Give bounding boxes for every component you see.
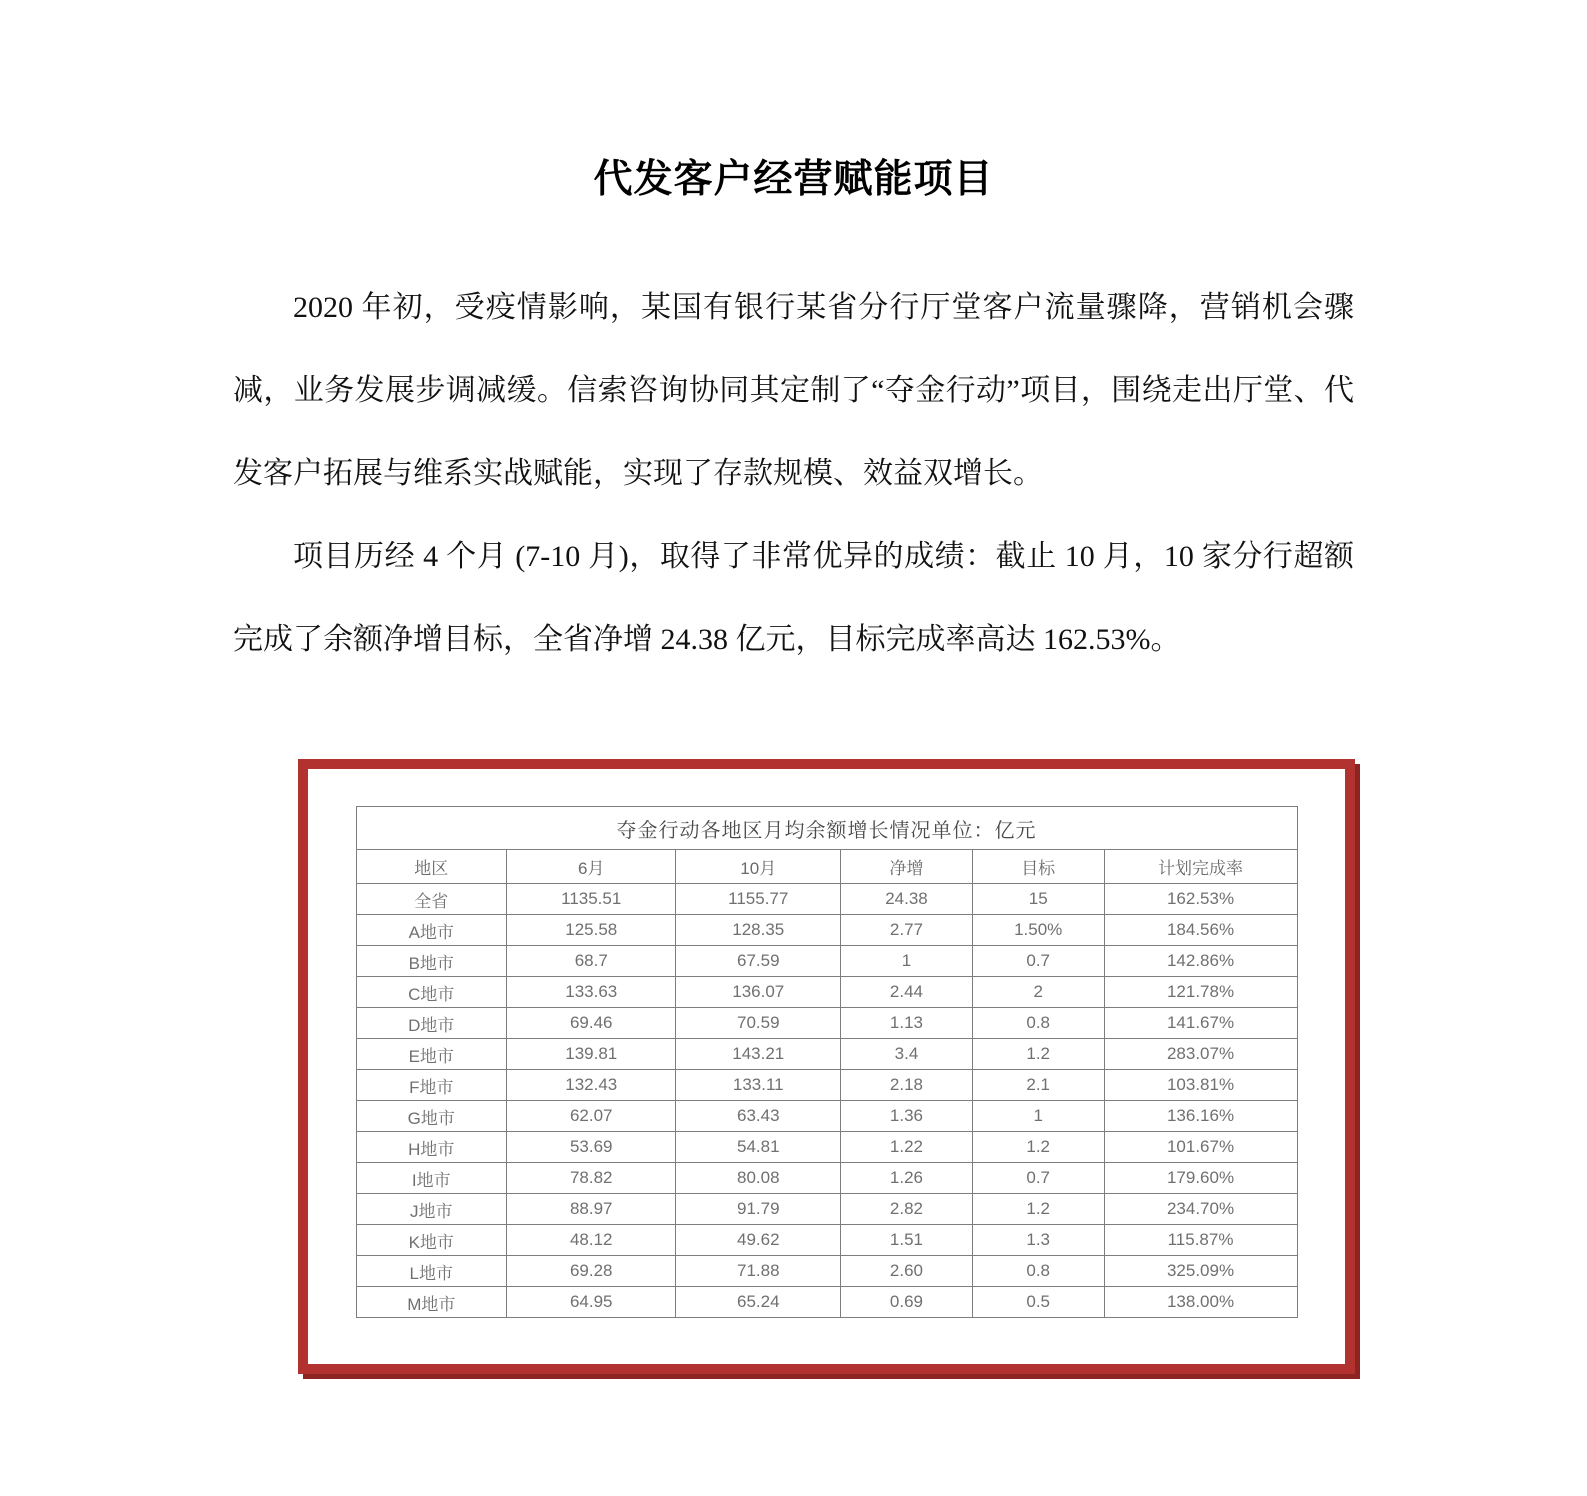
table-cell: M地市 (356, 1287, 507, 1318)
table-cell: 1.13 (841, 1008, 973, 1039)
table-cell: 1 (841, 946, 973, 977)
table-cell: 2.44 (841, 977, 973, 1008)
table-title-row (356, 807, 1297, 850)
table-cell: 143.21 (676, 1039, 841, 1070)
table-cell: 3.4 (841, 1039, 973, 1070)
table-cell: J地市 (356, 1194, 507, 1225)
table-cell: C地市 (356, 977, 507, 1008)
table-cell: 138.00% (1104, 1287, 1297, 1318)
table-cell: 142.86% (1104, 946, 1297, 977)
table-row (356, 977, 1297, 1008)
table-cell: 125.58 (507, 915, 676, 946)
table-cell: 69.28 (507, 1256, 676, 1287)
table-cell: 0.8 (972, 1008, 1104, 1039)
table-cell: 2.18 (841, 1070, 973, 1101)
table-cell: 1.51 (841, 1225, 973, 1256)
table-cell: D地市 (356, 1008, 507, 1039)
table-cell: 1.36 (841, 1101, 973, 1132)
table-cell: 0.69 (841, 1287, 973, 1318)
table-cell: 179.60% (1104, 1163, 1297, 1194)
table-cell: 48.12 (507, 1225, 676, 1256)
table-cell: 2.77 (841, 915, 973, 946)
table-cell: 0.5 (972, 1287, 1104, 1318)
balance-growth-table (356, 806, 1298, 1318)
table-row (356, 1287, 1297, 1318)
body-text-block (233, 266, 1354, 681)
table-row (356, 1256, 1297, 1287)
table-cell: 62.07 (507, 1101, 676, 1132)
table-cell: 64.95 (507, 1287, 676, 1318)
table-cell: 70.59 (676, 1008, 841, 1039)
table-cell: 63.43 (676, 1101, 841, 1132)
table-cell: 1.26 (841, 1163, 973, 1194)
table-cell: 78.82 (507, 1163, 676, 1194)
table-cell: 1135.51 (507, 884, 676, 915)
paragraph-results: 项目历经 4 个月 (7-10 月)，取得了非常优异的成绩：截止 10 月，10 家分行超额完成了余额净增目标，全省净增 24.38 亿元，目标完成率高达 162.53%。 (233, 540, 1354, 656)
table-cell: G地市 (356, 1101, 507, 1132)
page-title: 代发客户经营赋能项目 (593, 158, 994, 201)
table-cell: 1 (972, 1101, 1104, 1132)
table-figure-red-frame (298, 759, 1355, 1374)
col-header-region: 地区 (356, 850, 507, 884)
table-cell: 0.8 (972, 1256, 1104, 1287)
table-cell: 2 (972, 977, 1104, 1008)
table-cell: 132.43 (507, 1070, 676, 1101)
table-cell: 136.07 (676, 977, 841, 1008)
table-cell: F地市 (356, 1070, 507, 1101)
col-header-plan-completion-rate: 计划完成率 (1104, 850, 1297, 884)
table-header-row (356, 850, 1297, 884)
table-row (356, 1225, 1297, 1256)
table-row (356, 1008, 1297, 1039)
table-cell: 54.81 (676, 1132, 841, 1163)
col-header-october: 10月 (676, 850, 841, 884)
table-cell: L地市 (356, 1256, 507, 1287)
table-cell: 128.35 (676, 915, 841, 946)
table-cell: 88.97 (507, 1194, 676, 1225)
table-cell: 325.09% (1104, 1256, 1297, 1287)
table-cell: 184.56% (1104, 915, 1297, 946)
table-cell: 1155.77 (676, 884, 841, 915)
paragraph-intro: 2020 年初，受疫情影响，某国有银行某省分行厅堂客户流量骤降，营销机会骤减，业务发展步调减缓。信索咨询协同其定制了“夺金行动”项目，围绕走出厅堂、代发客户拓展与维系实战赋能，实现了存款规模、效益双增长。 (233, 291, 1354, 490)
table-row (356, 1101, 1297, 1132)
table-cell: E地市 (356, 1039, 507, 1070)
table-body (356, 884, 1297, 1318)
table-cell: 71.88 (676, 1256, 841, 1287)
table-cell: 133.63 (507, 977, 676, 1008)
table-cell: 24.38 (841, 884, 973, 915)
table-cell: 162.53% (1104, 884, 1297, 915)
table-cell: A地市 (356, 915, 507, 946)
table-cell: H地市 (356, 1132, 507, 1163)
table-row (356, 1132, 1297, 1163)
table-cell: 65.24 (676, 1287, 841, 1318)
col-header-june: 6月 (507, 850, 676, 884)
table-cell: 234.70% (1104, 1194, 1297, 1225)
table-cell: 139.81 (507, 1039, 676, 1070)
table-cell: 103.81% (1104, 1070, 1297, 1101)
table-row (356, 1070, 1297, 1101)
table-row (356, 1194, 1297, 1225)
table-cell: 0.7 (972, 1163, 1104, 1194)
table-cell: 53.69 (507, 1132, 676, 1163)
table-cell: 68.7 (507, 946, 676, 977)
table-cell: 1.2 (972, 1039, 1104, 1070)
table-row (356, 915, 1297, 946)
table-cell: 121.78% (1104, 977, 1297, 1008)
table-cell: 1.50% (972, 915, 1104, 946)
table-cell: K地市 (356, 1225, 507, 1256)
table-cell: 133.11 (676, 1070, 841, 1101)
table-cell: 69.46 (507, 1008, 676, 1039)
table-cell: 136.16% (1104, 1101, 1297, 1132)
table-cell: 1.2 (972, 1132, 1104, 1163)
table-row (356, 946, 1297, 977)
table-cell: 2.1 (972, 1070, 1104, 1101)
table-cell: 49.62 (676, 1225, 841, 1256)
table-cell: 91.79 (676, 1194, 841, 1225)
table-cell: I地市 (356, 1163, 507, 1194)
table-cell: 283.07% (1104, 1039, 1297, 1070)
table-cell: 2.60 (841, 1256, 973, 1287)
table-cell: 15 (972, 884, 1104, 915)
table-title: 夺金行动各地区月均余额增长情况单位：亿元 (356, 807, 1297, 850)
table-row (356, 1163, 1297, 1194)
col-header-net-increase: 净增 (841, 850, 973, 884)
table-cell: 101.67% (1104, 1132, 1297, 1163)
table-cell: 1.3 (972, 1225, 1104, 1256)
table-cell: 2.82 (841, 1194, 973, 1225)
table-cell: 67.59 (676, 946, 841, 977)
table-cell: 1.22 (841, 1132, 973, 1163)
table-cell: 141.67% (1104, 1008, 1297, 1039)
table-cell: 0.7 (972, 946, 1104, 977)
table-cell: 1.2 (972, 1194, 1104, 1225)
col-header-target: 目标 (972, 850, 1104, 884)
table-row (356, 1039, 1297, 1070)
table-row (356, 884, 1297, 915)
table-cell: B地市 (356, 946, 507, 977)
table-cell: 115.87% (1104, 1225, 1297, 1256)
table-cell: 80.08 (676, 1163, 841, 1194)
table-cell: 全省 (356, 884, 507, 915)
